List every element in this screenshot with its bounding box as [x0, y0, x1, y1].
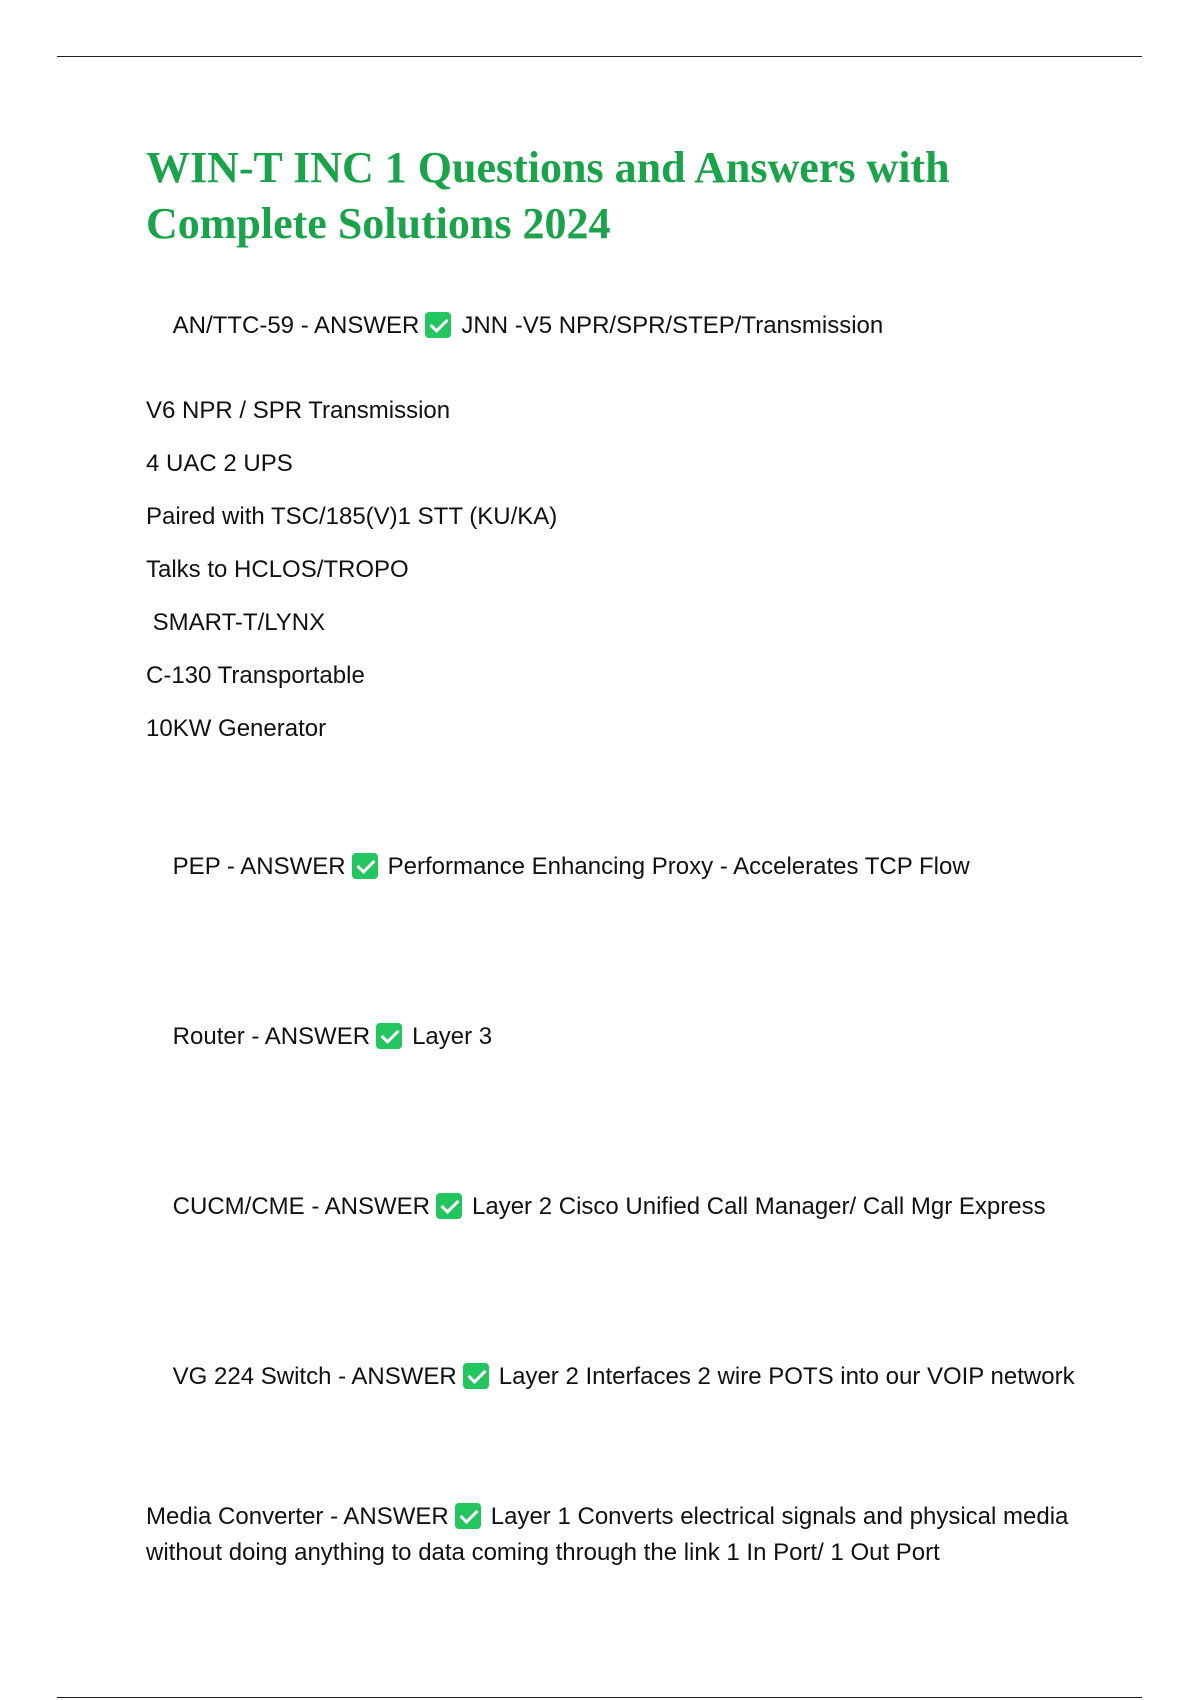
check-mark-icon [455, 1503, 481, 1529]
question: CUCM/CME - ANSWER [172, 1193, 431, 1220]
answer: Performance Enhancing Proxy - Accelerates TCP Flow [387, 853, 970, 880]
qa-item-5 [146, 1329, 1106, 1425]
question: PEP - ANSWER [172, 853, 346, 880]
header-rule [57, 56, 1142, 57]
question: Media Converter - ANSWER [146, 1503, 449, 1530]
document-body [146, 140, 1106, 1571]
answer-line: Talks to HCLOS/TROPO [146, 556, 409, 583]
answer-line: C-130 Transportable [146, 662, 365, 689]
answer: Layer 2 Cisco Unified Call Manager/ Call Mgr Express [472, 1193, 1046, 1220]
check-mark-icon [436, 1193, 462, 1219]
check-mark-icon [352, 853, 378, 879]
answer: Layer 1 Converts electrical signals and physical media without doing anything to data coming through the link 1 In Port/ 1 Out Port [146, 1503, 1069, 1566]
qa-item-4 [146, 1159, 1106, 1255]
question: Router - ANSWER [172, 1023, 371, 1050]
check-mark-icon [425, 312, 451, 338]
answer-line: V6 NPR / SPR Transmission [146, 397, 451, 424]
qa-item-6 [146, 1499, 1086, 1571]
qa-item-1 [146, 278, 1106, 374]
answer: Layer 2 Interfaces 2 wire POTS into our VOIP network [498, 1363, 1075, 1390]
answer-line: SMART-T/LYNX [146, 609, 326, 636]
answer-line: Paired with TSC/185(V)1 STT (KU/KA) [146, 503, 558, 530]
answer-line: 4 UAC 2 UPS [146, 450, 293, 477]
qa-item-3 [146, 989, 1106, 1085]
answer: Layer 3 [412, 1023, 493, 1050]
check-mark-icon [376, 1023, 402, 1049]
answer: JNN -V5 NPR/SPR/STEP/Transmission [461, 312, 884, 339]
check-mark-icon [463, 1363, 489, 1389]
question: VG 224 Switch - ANSWER [172, 1363, 457, 1390]
document-title: WIN-T INC 1 Questions and Answers with Complete Solutions 2024 [146, 143, 950, 248]
qa-item-2 [146, 819, 1106, 915]
question: AN/TTC-59 - ANSWER [172, 312, 420, 339]
answer-line: 10KW Generator [146, 715, 327, 742]
footer-rule [57, 1697, 1142, 1698]
